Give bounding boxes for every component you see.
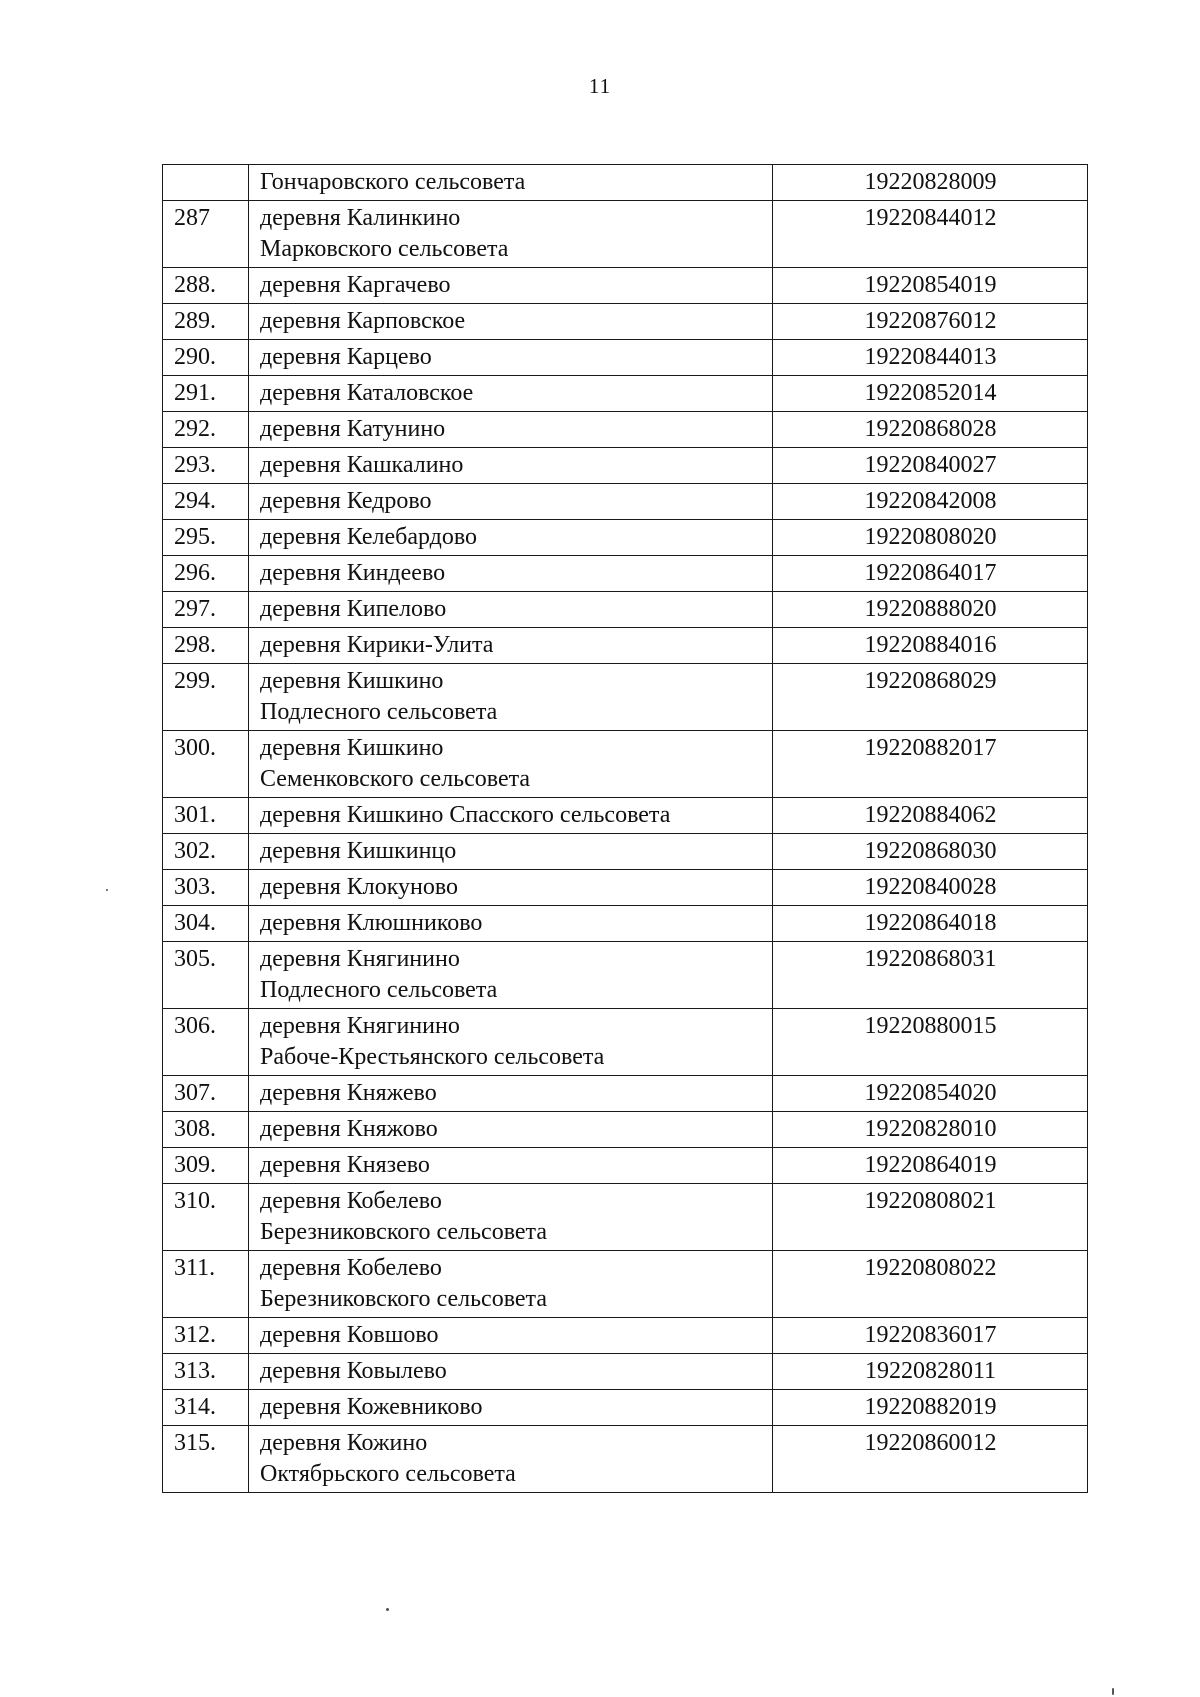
settlement-name-line: деревня Кобелево: [260, 1188, 442, 1214]
row-number-cell: 296.: [163, 556, 249, 592]
table-row: [163, 1426, 1088, 1493]
settlement-name-line: деревня Кишкино: [260, 668, 444, 694]
settlement-name-line: деревня Карцево: [260, 344, 432, 370]
settlement-name-cell: [249, 165, 773, 201]
table-row: [163, 628, 1088, 664]
settlement-name-cell: [249, 1009, 773, 1076]
settlement-name-line: Березниковского сельсовета: [260, 1286, 547, 1312]
settlement-name-cell: [249, 376, 773, 412]
row-number-cell: 292.: [163, 412, 249, 448]
settlement-name-line: Березниковского сельсовета: [260, 1219, 547, 1245]
okato-code-cell: 19220868028: [773, 412, 1088, 448]
settlement-name-line: деревня Ковшово: [260, 1322, 439, 1348]
settlement-name-line: деревня Княгинино: [260, 1013, 460, 1039]
settlement-name-line: деревня Каргачево: [260, 272, 451, 298]
scan-speck: [1112, 1688, 1114, 1695]
settlement-name-cell: [249, 942, 773, 1009]
settlement-name-line: деревня Кипелово: [260, 596, 447, 622]
settlement-name-line: деревня Кишкинцо: [260, 838, 457, 864]
table-row: [163, 834, 1088, 870]
okato-code-cell: 19220844013: [773, 340, 1088, 376]
okato-code-cell: 19220844012: [773, 201, 1088, 268]
scan-speck: [106, 889, 108, 891]
table-row: [163, 520, 1088, 556]
settlement-name-cell: [249, 906, 773, 942]
settlement-name-line: Октябрьского сельсовета: [260, 1461, 516, 1487]
settlement-name-line: деревня Карповское: [260, 308, 466, 334]
scan-speck: [386, 1608, 389, 1611]
table-row: [163, 664, 1088, 731]
settlement-name-cell: [249, 1354, 773, 1390]
settlement-name-cell: [249, 268, 773, 304]
row-number-cell: 302.: [163, 834, 249, 870]
settlement-name-line: деревня Катунино: [260, 416, 446, 442]
settlement-name-line: деревня Каталовское: [260, 380, 474, 406]
settlement-name-line: деревня Кашкалино: [260, 452, 464, 478]
row-number-cell: 315.: [163, 1426, 249, 1493]
settlement-name-cell: [249, 1318, 773, 1354]
table-row: [163, 1251, 1088, 1318]
table-row: [163, 1112, 1088, 1148]
settlement-name-cell: [249, 664, 773, 731]
row-number-cell: 303.: [163, 870, 249, 906]
settlement-name-line: Семенковского сельсовета: [260, 766, 531, 792]
row-number-cell: 294.: [163, 484, 249, 520]
row-number-cell: 287: [163, 201, 249, 268]
row-number-cell: 289.: [163, 304, 249, 340]
table-row: [163, 201, 1088, 268]
settlement-name-line: деревня Ковылево: [260, 1358, 447, 1384]
settlement-name-line: деревня Кишкино: [260, 735, 444, 761]
okato-code-cell: 19220882017: [773, 731, 1088, 798]
okato-code-cell: 19220864018: [773, 906, 1088, 942]
table-row: [163, 1390, 1088, 1426]
settlement-name-cell: [249, 201, 773, 268]
settlement-name-line: деревня Кобелево: [260, 1255, 442, 1281]
settlements-table: [162, 164, 1088, 1493]
table-row: [163, 1318, 1088, 1354]
okato-code-cell: 19220868029: [773, 664, 1088, 731]
row-number-cell: 288.: [163, 268, 249, 304]
okato-code-cell: 19220864019: [773, 1148, 1088, 1184]
table-row: [163, 1009, 1088, 1076]
settlement-name-cell: [249, 340, 773, 376]
row-number-cell: 313.: [163, 1354, 249, 1390]
okato-code-cell: 19220880015: [773, 1009, 1088, 1076]
settlement-name-cell: [249, 520, 773, 556]
table-row: [163, 1354, 1088, 1390]
okato-code-cell: 19220808020: [773, 520, 1088, 556]
table-row: [163, 484, 1088, 520]
row-number-cell: 305.: [163, 942, 249, 1009]
settlement-name-cell: [249, 484, 773, 520]
okato-code-cell: 19220882019: [773, 1390, 1088, 1426]
settlement-name-line: деревня Клюшниково: [260, 910, 483, 936]
page-number: 11: [588, 74, 612, 98]
settlement-name-line: Марковского сельсовета: [260, 236, 509, 262]
settlement-name-line: деревня Клокуново: [260, 874, 459, 900]
settlement-name-cell: [249, 1184, 773, 1251]
row-number-cell: 299.: [163, 664, 249, 731]
settlement-name-cell: [249, 1251, 773, 1318]
settlement-name-cell: [249, 834, 773, 870]
row-number-cell: 301.: [163, 798, 249, 834]
okato-code-cell: 19220808021: [773, 1184, 1088, 1251]
row-number-cell: 314.: [163, 1390, 249, 1426]
okato-code-cell: 19220884016: [773, 628, 1088, 664]
table-row: [163, 731, 1088, 798]
settlement-name-cell: [249, 870, 773, 906]
row-number-cell: 310.: [163, 1184, 249, 1251]
row-number-cell: 304.: [163, 906, 249, 942]
okato-code-cell: 19220828011: [773, 1354, 1088, 1390]
table-row: [163, 448, 1088, 484]
table-row: [163, 304, 1088, 340]
row-number-cell: 290.: [163, 340, 249, 376]
okato-code-cell: 19220840028: [773, 870, 1088, 906]
settlement-name-cell: [249, 304, 773, 340]
settlement-name-line: Гончаровского сельсовета: [260, 169, 526, 195]
settlement-name-line: деревня Княжово: [260, 1116, 438, 1142]
settlement-name-line: деревня Кожино: [260, 1430, 428, 1456]
okato-code-cell: 19220854020: [773, 1076, 1088, 1112]
table-row: [163, 376, 1088, 412]
settlement-name-line: деревня Келебардово: [260, 524, 478, 550]
row-number-cell: 295.: [163, 520, 249, 556]
table-row: [163, 165, 1088, 201]
settlement-name-line: деревня Калинкино: [260, 205, 461, 231]
settlement-name-cell: [249, 448, 773, 484]
okato-code-cell: 19220876012: [773, 304, 1088, 340]
settlement-name-line: Подлесного сельсовета: [260, 977, 498, 1003]
table-row: [163, 412, 1088, 448]
settlement-name-line: Подлесного сельсовета: [260, 699, 498, 725]
row-number-cell: 291.: [163, 376, 249, 412]
settlement-name-line: деревня Князево: [260, 1152, 430, 1178]
settlement-name-line: деревня Киндеево: [260, 560, 446, 586]
settlement-name-cell: [249, 412, 773, 448]
row-number-cell: 308.: [163, 1112, 249, 1148]
row-number-cell: 297.: [163, 592, 249, 628]
row-number-cell: 300.: [163, 731, 249, 798]
row-number-cell: 307.: [163, 1076, 249, 1112]
okato-code-cell: 19220888020: [773, 592, 1088, 628]
table-row: [163, 798, 1088, 834]
table-row: [163, 870, 1088, 906]
row-number-cell: [163, 165, 249, 201]
okato-code-cell: 19220828010: [773, 1112, 1088, 1148]
row-number-cell: 311.: [163, 1251, 249, 1318]
table-row: [163, 556, 1088, 592]
table-row: [163, 268, 1088, 304]
settlement-name-line: деревня Кишкино Спасского сельсовета: [260, 802, 671, 828]
settlement-name-cell: [249, 556, 773, 592]
okato-code-cell: 19220884062: [773, 798, 1088, 834]
row-number-cell: 298.: [163, 628, 249, 664]
settlement-name-cell: [249, 1076, 773, 1112]
settlement-name-cell: [249, 1112, 773, 1148]
settlement-name-cell: [249, 628, 773, 664]
okato-code-cell: 19220852014: [773, 376, 1088, 412]
table-row: [163, 592, 1088, 628]
okato-code-cell: 19220836017: [773, 1318, 1088, 1354]
row-number-cell: 312.: [163, 1318, 249, 1354]
settlement-name-cell: [249, 1148, 773, 1184]
settlement-name-cell: [249, 798, 773, 834]
table-row: [163, 1076, 1088, 1112]
settlement-name-line: деревня Кирики-Улита: [260, 632, 494, 658]
settlement-name-line: Рабоче-Крестьянского сельсовета: [260, 1044, 605, 1070]
settlement-name-cell: [249, 592, 773, 628]
okato-code-cell: 19220864017: [773, 556, 1088, 592]
row-number-cell: 293.: [163, 448, 249, 484]
okato-code-cell: 19220860012: [773, 1426, 1088, 1493]
settlement-name-line: деревня Княгинино: [260, 946, 460, 972]
table-body: [163, 165, 1088, 1493]
table-row: [163, 942, 1088, 1009]
okato-code-cell: 19220828009: [773, 165, 1088, 201]
okato-code-cell: 19220868031: [773, 942, 1088, 1009]
table-row: [163, 340, 1088, 376]
okato-code-cell: 19220868030: [773, 834, 1088, 870]
table-row: [163, 1148, 1088, 1184]
row-number-cell: 309.: [163, 1148, 249, 1184]
okato-code-cell: 19220840027: [773, 448, 1088, 484]
okato-code-cell: 19220808022: [773, 1251, 1088, 1318]
table-row: [163, 906, 1088, 942]
table-row: [163, 1184, 1088, 1251]
settlement-name-cell: [249, 1426, 773, 1493]
settlement-name-cell: [249, 1390, 773, 1426]
okato-code-cell: 19220842008: [773, 484, 1088, 520]
settlement-name-cell: [249, 731, 773, 798]
settlement-name-line: деревня Кедрово: [260, 488, 432, 514]
settlement-name-line: деревня Княжево: [260, 1080, 437, 1106]
settlement-name-line: деревня Кожевниково: [260, 1394, 483, 1420]
okato-code-cell: 19220854019: [773, 268, 1088, 304]
row-number-cell: 306.: [163, 1009, 249, 1076]
